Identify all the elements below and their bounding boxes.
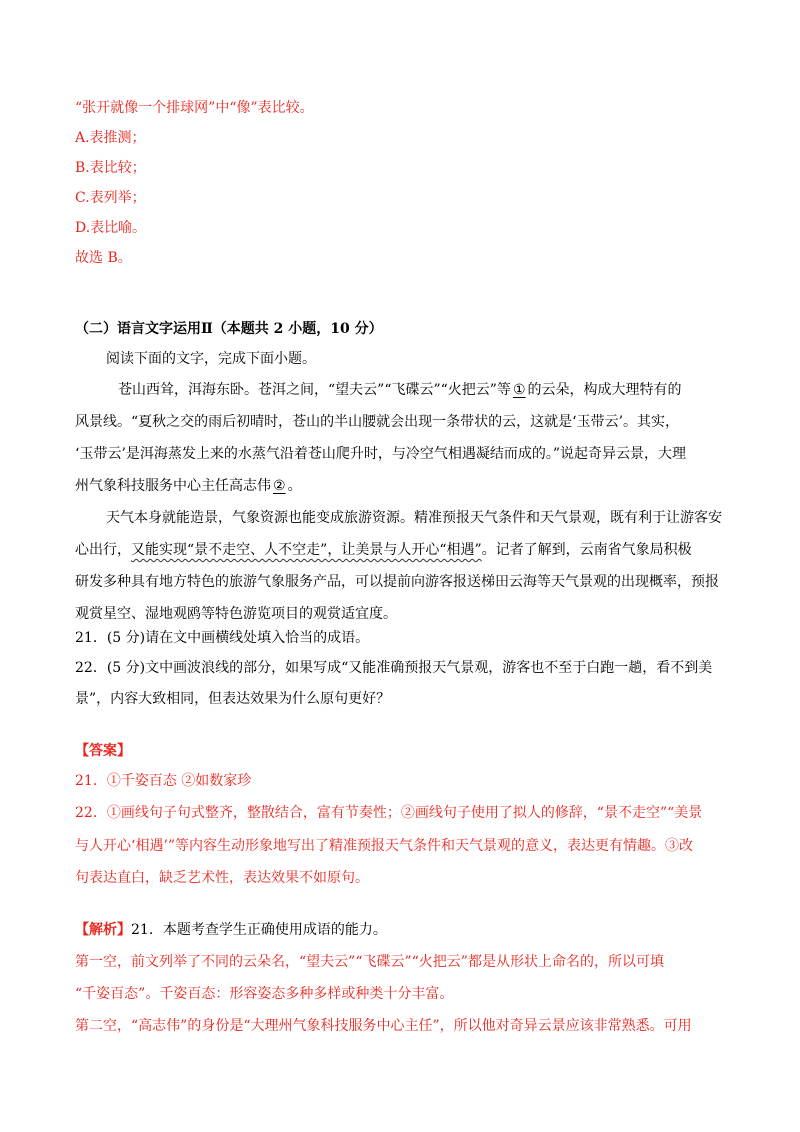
passage-line	[75, 476, 302, 496]
answer-22-cont: 句表达直白，缺乏艺术性，表达效果不如原句。	[75, 870, 369, 886]
option-d: D.表比喻。	[75, 220, 147, 236]
blank-2: ②	[273, 478, 286, 494]
question-22: 22．(5 分)文中画波浪线的部分，如果写成“又能准确预报天气景观，游客也不至于白跑一趟，看不到美	[75, 660, 713, 676]
analysis-line: “千姿百态”。千姿百态：形容姿态多种多样或种类十分丰富。	[75, 986, 454, 1002]
answer-choice: 故选 B。	[75, 250, 132, 266]
analysis-line: 第一空，前文列举了不同的云朵名，“望夫云”“飞碟云”“火把云”都是从形状上命名的，所以可填	[75, 954, 664, 970]
answer-22-cont: 与人开心‘相遇’”等内容生动形象地写出了精准预报天气条件和天气景观的意义，表达更有情趣。③改	[75, 838, 694, 854]
answer-explanation: “张开就像一个排球网”中“像”表比较。	[75, 100, 314, 116]
passage-text: 的云朵，构成大理特有的	[527, 382, 682, 398]
question-22-cont: 景”，内容大致相同，但表达效果为什么原句更好？	[75, 691, 391, 707]
analysis-line: 第二空，“高志伟”的身份是“大理州气象科技服务中心主任”，所以他对奇异云景应该非常熟悉。可用	[75, 1018, 692, 1034]
passage-text: 苍山西耸，洱海东卧。苍洱之间，“望夫云”“飞碟云”“火把云”等	[118, 382, 511, 398]
analysis-text: 21．本题考查学生正确使用成语的能力。	[131, 922, 387, 938]
section-heading: （二）语言文字运用Ⅱ（本题共 2 小题，10 分）	[75, 321, 383, 337]
passage-line: 天气本身就能造景，气象资源也能变成旅游资源。精准预报天气条件和天气景观，既有利于让游客安	[106, 510, 722, 526]
passage-line: 研发多种具有地方特色的旅游气象服务产品，可以提前向游客报送梯田云海等天气景观的出现概率，预报	[75, 574, 719, 590]
blank-1: ①	[512, 382, 526, 398]
answer-21: 21．①千姿百态 ②如数家珍	[75, 773, 252, 789]
option-a: A.表推测；	[75, 130, 146, 146]
question-21: 21．(5 分)请在文中画横线处填入恰当的成语。	[75, 630, 370, 646]
passage-text: 。	[287, 478, 302, 494]
analysis-label: 【解析】	[75, 922, 131, 938]
passage-line: 风景线。“夏秋之交的雨后初晴时，苍山的半山腰就会出现一条带状的云，这就是‘玉带云’。其实，	[75, 414, 680, 430]
option-b: B.表比较；	[75, 160, 146, 176]
passage-line	[118, 380, 682, 400]
wavy-underlined-text: 又能实现“景不走空、人不空走”，让美景与人开心“相遇”	[131, 542, 482, 558]
passage-line	[75, 540, 692, 560]
answer-label: 【答案】	[75, 743, 131, 759]
analysis-line	[75, 920, 387, 940]
option-c: C.表列举；	[75, 190, 146, 206]
passage-text: 心出行，	[75, 542, 131, 558]
passage-text: 州气象科技服务中心主任高志伟	[75, 478, 271, 494]
section-instruction: 阅读下面的文字，完成下面小题。	[106, 351, 316, 367]
passage-line: ‘玉带云’是洱海蒸发上来的水蒸气沿着苍山爬升时，与冷空气相遇凝结而成的。”说起奇异云景，大理	[75, 446, 687, 462]
passage-line: 观赏星空、湿地观鸥等特色游览项目的观赏适宜度。	[75, 606, 397, 622]
answer-22: 22．①画线句子句式整齐，整散结合，富有节奏性；②画线句子使用了拟人的修辞，“景不走空”“美景	[75, 805, 703, 821]
passage-text: 。记者了解到，云南省气象局积极	[481, 542, 692, 558]
